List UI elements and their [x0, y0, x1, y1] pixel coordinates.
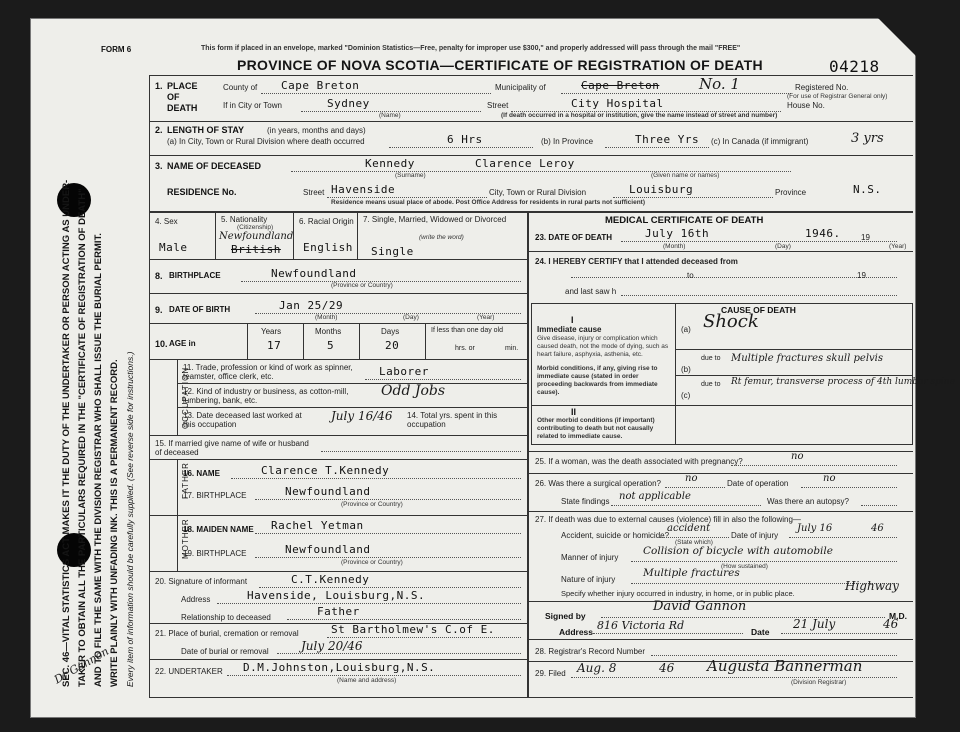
stay-province-label: (b) In Province — [541, 137, 594, 146]
city-label: If in City or Town — [223, 101, 282, 110]
city-name-note: (Name) — [379, 112, 401, 119]
marital-value: Single — [371, 245, 414, 258]
pregnancy-value: no — [791, 451, 804, 462]
stay-city-value: 6 Hrs — [447, 133, 483, 146]
sex-label: 4. Sex — [155, 217, 178, 226]
surgery-value: no — [685, 473, 698, 484]
nature-value: Multiple fractures — [643, 567, 740, 579]
relationship-value: Father — [317, 605, 360, 618]
filed-year-value: 46 — [659, 661, 675, 675]
father-birthplace-note: (Province or Country) — [341, 501, 403, 508]
division-registrar-signature: Augusta Bannerman — [707, 657, 863, 675]
spouse-label: 15. If married give name of wife or husband of deceased — [155, 439, 309, 457]
age-years-label: Years — [261, 327, 282, 336]
burial-date-label: Date of burial or removal — [181, 647, 269, 656]
date-of-death-label: 23. DATE OF DEATH — [535, 233, 613, 242]
undertaker-value: D.M.Johnston,Louisburg,N.S. — [243, 661, 436, 674]
nationality-correction: Newfoundland — [219, 231, 294, 242]
nationality-value: British — [231, 243, 281, 256]
form-number: FORM 6 — [101, 45, 132, 54]
informant-signature-value: C.T.Kennedy — [291, 573, 370, 586]
medical-heading: MEDICAL CERTIFICATE OF DEATH — [605, 215, 764, 226]
father-name-label: 16. NAME — [183, 469, 220, 478]
length-of-stay-label: LENGTH OF STAY — [167, 125, 245, 135]
mother-birthplace-note: (Province or Country) — [341, 559, 403, 566]
last-worked-value: July 16/46 — [331, 409, 393, 423]
occupation-side-label: OCCUPATION — [181, 366, 190, 429]
birthplace-value: Newfoundland — [271, 267, 357, 280]
mother-name-label: 18. MAIDEN NAME — [183, 525, 254, 534]
sex-value: Male — [159, 241, 188, 254]
date-of-death-year: 1946. — [805, 227, 841, 240]
cause-a-label: (a) — [681, 325, 691, 334]
county-label: County of — [223, 83, 258, 92]
hrs-label: hrs. or — [455, 345, 475, 352]
undertaker-label: 22. UNDERTAKER — [155, 667, 223, 676]
street-value: City Hospital — [571, 97, 664, 110]
roman-ii: II — [571, 407, 577, 417]
item-3-num: 3. — [155, 161, 163, 171]
accident-value: accident — [667, 523, 711, 534]
father-birthplace-label: 17. BIRTHPLACE — [183, 491, 247, 500]
industry-value: Odd Jobs — [381, 383, 446, 399]
cause-c-value: Rt femur, transverse process of 4th lumbar spine — [731, 377, 955, 387]
age-label: AGE in — [169, 339, 196, 348]
relationship-label: Relationship to deceased — [181, 613, 271, 622]
stay-city-label: (a) In City, Town or Rural Division where death occurred — [167, 137, 365, 146]
age-months-label: Months — [315, 327, 342, 336]
county-value: Cape Breton — [281, 79, 360, 92]
age-days-value: 20 — [385, 339, 400, 352]
cause-b-label: (b) — [681, 365, 691, 374]
father-side-label: FATHER — [181, 462, 190, 499]
date-of-birth-value: Jan 25/29 — [279, 299, 344, 312]
dob-day-note: (Day) — [403, 314, 419, 321]
nationality-note: (Citizenship) — [237, 224, 274, 231]
trade-label: 11. Trade, profession or kind of work as spinner, teamster, office clerk, etc. — [183, 363, 353, 381]
residence-province-label: Province — [775, 188, 807, 197]
pregnancy-label: 25. If a woman, was the death associated with pregnancy? — [535, 457, 743, 466]
injury-year-value: 46 — [871, 523, 884, 534]
date-of-death-19: 19 — [861, 233, 870, 242]
side-instruction-5: Every item of information should be carefully supplied. (See reverse side for instructions.) — [125, 351, 135, 687]
injury-date-label: Date of injury — [731, 531, 779, 540]
less-than-day-label: If less than one day old — [431, 327, 503, 334]
side-instruction-1: SEC. 46—VITAL STATISTICS ACT MAKES IT THE DUTY OF THE UNDERTAKER OR PERSON ACTING AS UNDER- — [61, 179, 72, 687]
street-label: Street — [487, 101, 509, 110]
filed-label: 29. Filed — [535, 669, 566, 678]
margin-note: Dr Gannon — [51, 644, 111, 687]
attend-19-label: 19 — [857, 271, 866, 280]
cause-heading: CAUSE OF DEATH — [721, 305, 796, 315]
signed-by-label: Signed by — [545, 611, 586, 621]
item-1-num: 1. — [155, 81, 163, 91]
surname-note: (Surname) — [395, 172, 426, 179]
registrar-note: (For use of Registrar General only) — [787, 93, 888, 100]
residence-province-value: N.S. — [853, 183, 882, 196]
last-worked-label: 13. Date deceased last worked at this occupation — [183, 411, 302, 429]
dob-year-note: (Year) — [477, 314, 495, 321]
institution-note: (If death occurred in a hospital or institution, give the name instead of street and number) — [501, 112, 778, 119]
undertaker-note: (Name and address) — [337, 677, 397, 684]
age-years-value: 17 — [267, 339, 282, 352]
mother-name-value: Rachel Yetman — [271, 519, 364, 532]
residence-city-value: Louisburg — [629, 183, 694, 196]
dod-year-note: (Year) — [889, 243, 907, 250]
item-8-num: 8. — [155, 271, 163, 281]
mother-birthplace-label: 19. BIRTHPLACE — [183, 549, 247, 558]
operation-date-label: Date of operation — [727, 479, 789, 488]
last-saw-label: and last saw h — [565, 287, 617, 296]
physician-signature: David Gannon — [653, 599, 747, 614]
physician-address-value: 816 Victoria Rd — [597, 619, 685, 632]
mother-side-label: MOTHER — [181, 518, 190, 559]
injury-place-label: Specify whether injury occurred in industry, in home, or in public place. — [561, 589, 795, 598]
injury-date-value: July 16 — [797, 523, 833, 534]
city-value: Sydney — [327, 97, 370, 110]
racial-origin-value: English — [303, 241, 353, 254]
due-to-label-b: due to — [701, 355, 721, 362]
burial-place-label: 21. Place of burial, cremation or removal — [155, 629, 299, 638]
age-months-value: 5 — [327, 339, 335, 352]
deceased-surname: Kennedy — [365, 157, 415, 170]
certificate-number: 04218 — [829, 57, 880, 76]
marital-label: 7. Single, Married, Widowed or Divorced — [363, 215, 507, 224]
registered-label: Registered No. — [795, 83, 849, 92]
operation-date-value: no — [823, 473, 836, 484]
md-label: M.D. — [889, 611, 907, 621]
length-of-stay-sub: (in years, months and days) — [267, 126, 366, 135]
residence-street-label: Street — [303, 188, 325, 197]
deceased-given-names: Clarence Leroy — [475, 157, 575, 170]
nationality-label: 5. Nationality — [221, 215, 268, 224]
attendance-label: 24. I HEREBY CERTIFY that I attended deceased from — [535, 257, 738, 266]
manner-label: Manner of injury — [561, 553, 619, 562]
burial-place-value: St Bartholmew's C.of E. — [331, 623, 495, 636]
dod-month-note: (Month) — [663, 243, 686, 250]
item-9-num: 9. — [155, 305, 163, 315]
birthplace-label: BIRTHPLACE — [169, 271, 221, 280]
record-number-label: 28. Registrar's Record Number — [535, 647, 646, 656]
trade-value: Laborer — [379, 365, 429, 378]
father-birthplace-value: Newfoundland — [285, 485, 371, 498]
division-registrar-note: (Division Registrar) — [791, 679, 847, 686]
due-to-label-c: due to — [701, 381, 721, 388]
header-note: This form if placed in an envelope, marked "Dominion Statistics—Free, penalty for improper use $300," and properly addressed will pass through the mail "FREE" — [201, 45, 741, 52]
total-years-label: 14. Total yrs. spent in this occupation — [407, 411, 498, 429]
side-instruction-4: WRITE PLAINLY WITH UNFADING INK. THIS IS A PERMANENT RECORD. — [109, 359, 120, 687]
father-name-value: Clarence T.Kennedy — [261, 464, 390, 477]
registered-number-value: No. 1 — [699, 75, 740, 93]
state-which-note: (State which) — [675, 539, 713, 546]
cause-a-value: Shock — [703, 311, 759, 332]
immediate-cause-label: Immediate cause — [537, 325, 602, 334]
stay-canada-label: (c) In Canada (if immigrant) — [711, 137, 809, 146]
informant-address-label: Address — [181, 595, 211, 604]
other-conditions-label: Other morbid conditions (if important) contributing to death but not causally related to immediate cause. — [537, 417, 655, 440]
given-note: (Given name or names) — [651, 172, 720, 179]
external-causes-label: 27. If death was due to external causes (violence) fill in also the following— — [535, 515, 801, 524]
surgery-label: 26. Was there a surgical operation? — [535, 479, 661, 488]
municipality-value: Cape Breton — [581, 79, 660, 92]
cause-b-value: Multiple fractures skull pelvis — [731, 353, 884, 364]
age-days-label: Days — [381, 327, 400, 336]
residence-city-label: City, Town or Rural Division — [489, 188, 587, 197]
page-title: PROVINCE OF NOVA SCOTIA—CERTIFICATE OF REGISTRATION OF DEATH — [237, 57, 763, 73]
stay-province-value: Three Yrs — [635, 133, 700, 146]
residence-street-value: Havenside — [331, 183, 396, 196]
dob-month-note: (Month) — [315, 314, 338, 321]
injury-place-value: Highway — [845, 579, 899, 593]
side-instruction-3: AND TO FILE THE SAME WITH THE DIVISION REGISTRAR WHO SHALL ISSUE THE BURIAL PERMIT. — [93, 233, 104, 687]
house-no-label: House No. — [787, 101, 825, 110]
autopsy-label: Was there an autopsy? — [767, 497, 849, 506]
municipality-label: Municipality of — [495, 83, 546, 92]
date-of-birth-label: DATE OF BIRTH — [169, 305, 231, 314]
marital-note: (write the word) — [419, 234, 464, 241]
findings-value: not applicable — [619, 491, 691, 502]
mother-birthplace-value: Newfoundland — [285, 543, 371, 556]
industry-label: 12. Kind of industry or business, as cotton-mill, lumbering, bank, etc. — [183, 387, 349, 405]
accident-label: Accident, suicide or homicide? — [561, 531, 670, 540]
residence-label: RESIDENCE No. — [167, 187, 237, 197]
item-10-num: 10. — [155, 339, 168, 349]
name-of-deceased-label: NAME OF DECEASED — [167, 161, 262, 171]
residence-note: Residence means usual place of abode. Post Office Address for residents in rural parts not sufficient) — [331, 199, 646, 206]
dod-day-note: (Day) — [775, 243, 791, 250]
signed-date-value: 21 July — [793, 617, 836, 631]
signed-date-label: Date — [751, 627, 770, 637]
min-label: min. — [505, 345, 519, 352]
death-certificate — [30, 18, 955, 718]
racial-origin-label: 6. Racial Origin — [299, 217, 354, 226]
findings-label: State findings — [561, 497, 610, 506]
stay-canada-value: 3 yrs — [851, 131, 884, 146]
informant-address-value: Havenside, Louisburg,N.S. — [247, 589, 426, 602]
roman-i: I — [571, 315, 574, 325]
nature-label: Nature of injury — [561, 575, 616, 584]
place-of-death-label: PLACE OF DEATH — [167, 81, 198, 113]
immediate-cause-desc: Give disease, injury or complication which caused death, not the mode of dying, such as heart failure, asphyxia, asthenia, etc. — [537, 335, 669, 358]
morbid-conditions-label: Morbid conditions, if any, giving rise to immediate cause (stated in order proceeding backwards from immediate cause). — [537, 365, 658, 396]
informant-signature-label: 20. Signature of informant — [155, 577, 248, 586]
burial-date-value: July 20/46 — [301, 639, 363, 653]
birthplace-note: (Province or Country) — [331, 282, 393, 289]
signed-year-value: 46 — [883, 617, 899, 631]
attend-to-label: to — [687, 271, 694, 280]
side-instruction-2: TAKER TO OBTAIN ALL THE PARTICULARS REQUIRED IN THE "CERTIFICATE OF REGISTRATION OF DEATH" — [77, 188, 88, 687]
date-of-death-value: July 16th — [645, 227, 710, 240]
how-sustained-note: (How sustained) — [721, 563, 768, 570]
physician-address-label: Address — [559, 627, 594, 637]
cause-c-label: (c) — [681, 391, 691, 400]
item-2-num: 2. — [155, 125, 163, 135]
filed-date-value: Aug. 8 — [577, 661, 617, 675]
manner-value: Collision of bicycle with automobile — [643, 545, 833, 557]
